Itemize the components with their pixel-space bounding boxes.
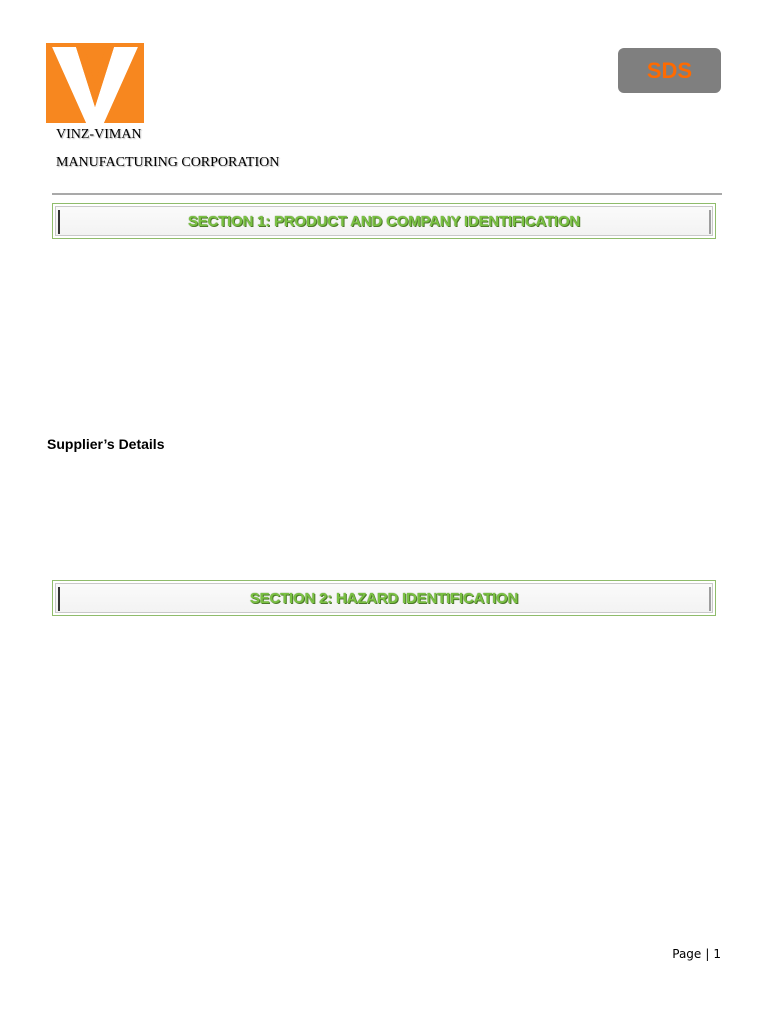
section-box-left-bar xyxy=(58,210,60,234)
page-number: 1 xyxy=(713,947,721,961)
section-2-title: SECTION 2: HAZARD IDENTIFICATION xyxy=(249,589,519,607)
page-label: Page xyxy=(672,947,702,961)
company-name-line2: MANUFACTURING CORPORATION xyxy=(56,155,280,170)
company-name-line1: VINZ-VIMAN xyxy=(56,127,142,142)
section-box-left-bar xyxy=(58,587,60,611)
page-separator: | xyxy=(705,947,710,961)
sds-badge xyxy=(618,48,721,93)
section-2-header xyxy=(52,580,716,616)
company-logo-icon xyxy=(46,43,144,123)
header-divider xyxy=(52,193,722,195)
sds-badge-label: SDS xyxy=(646,57,693,83)
section-box-right-bar xyxy=(709,210,711,234)
section-1-header xyxy=(52,203,716,239)
section-box-right-bar xyxy=(709,587,711,611)
section-1-title: SECTION 1: PRODUCT AND COMPANY IDENTIFICATION xyxy=(187,212,581,230)
suppliers-details-heading: Supplier’s Details xyxy=(47,436,165,452)
page-footer xyxy=(672,947,721,961)
